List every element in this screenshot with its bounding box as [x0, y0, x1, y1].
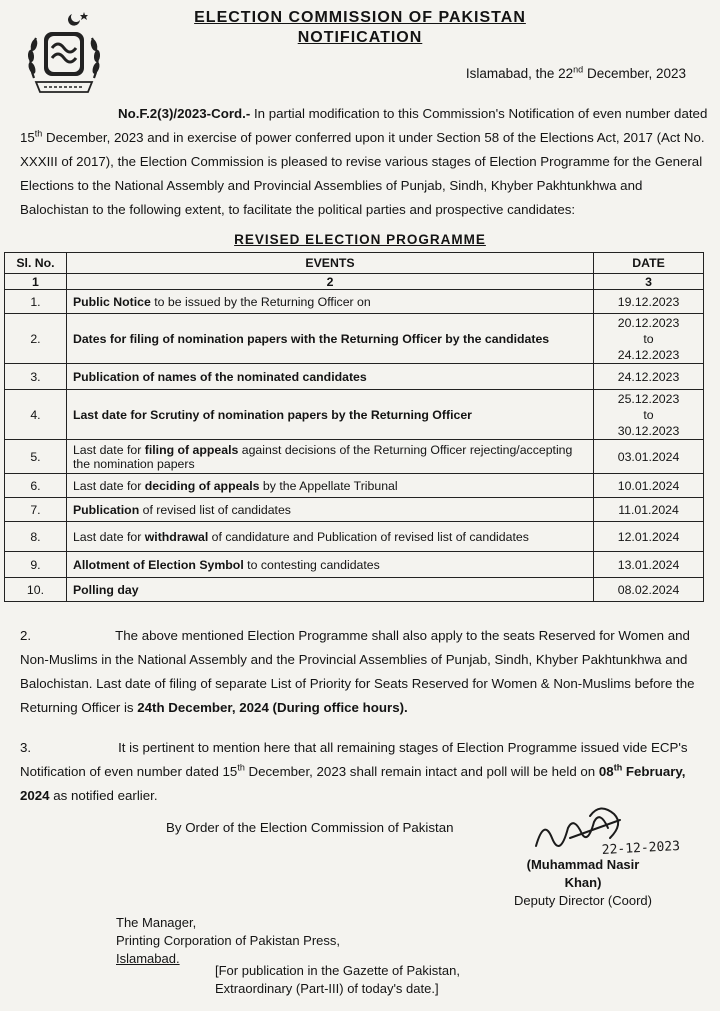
table-row [5, 290, 704, 314]
reference-number: No.F.2(3)/2023-Cord.- [118, 106, 251, 121]
table-row [5, 364, 704, 390]
table-row [5, 552, 704, 578]
row-date: 25.12.2023 to 30.12.2023 [594, 390, 704, 440]
paragraph-3: 3. It is pertinent to mention here that all remaining stages of Election Programme issued vide ECP's Notification of even number dated 15th December, 2023 shall remain intact and poll will be held on 08th February, 2024 as notified earlier. [20, 740, 688, 803]
row-serial: 6. [5, 474, 67, 498]
table-row [5, 522, 704, 552]
row-date: 10.01.2024 [594, 474, 704, 498]
document-title: ELECTION COMMISSION OF PAKISTAN [194, 9, 526, 26]
election-programme-table [4, 252, 704, 602]
paragraph-2: 2. The above mentioned Election Programme shall also apply to the seats Reserved for Women and Non-Muslims in the National Assembly and the Provincial Assemblies of Punjab, Sindh, Khyber Pakhtunkhwa and Balochistan. Last date of filing of separate List of Priority for Seats Reserved for Women & Non-Muslims before the Returning Officer is 24th December, 2024 (During office hours). [20, 628, 695, 715]
signer-title: Deputy Director (Coord) [514, 893, 652, 908]
table-number-row [5, 274, 704, 290]
row-serial: 8. [5, 522, 67, 552]
table-row [5, 578, 704, 602]
by-order-line: By Order of the Election Commission of Pakistan [166, 820, 454, 835]
row-event: Last date for deciding of appeals by the Appellate Tribunal [66, 474, 593, 498]
table-header-row [5, 253, 704, 274]
table-row [5, 498, 704, 522]
row-serial: 2. [5, 314, 67, 364]
signer-block [508, 856, 658, 910]
row-date: 20.12.2023 to 24.12.2023 [594, 314, 704, 364]
row-event: Publication of revised list of candidates [66, 498, 593, 522]
row-event: Allotment of Election Symbol to contesting candidates [66, 552, 593, 578]
row-serial: 1. [5, 290, 67, 314]
table-row [5, 474, 704, 498]
row-event: Polling day [66, 578, 593, 602]
column-number: 2 [66, 274, 593, 290]
row-event: Last date for Scrutiny of nomination papers by the Returning Officer [66, 390, 593, 440]
row-date: 13.01.2024 [594, 552, 704, 578]
gazette-note: [For publication in the Gazette of Pakistan, Extraordinary (Part-III) of today's date.] [215, 963, 460, 996]
column-number: 1 [5, 274, 67, 290]
table-row [5, 390, 704, 440]
row-serial: 10. [5, 578, 67, 602]
row-date: 12.01.2024 [594, 522, 704, 552]
row-event: Last date for filing of appeals against decisions of the Returning Officer rejecting/accepting the nomination papers [66, 440, 593, 474]
dateline: Islamabad, the 22nd December, 2023 [465, 64, 686, 81]
header-date: DATE [594, 253, 704, 274]
programme-title: REVISED ELECTION PROGRAMME [234, 232, 486, 247]
signature-date: 22-12-2023 [601, 838, 681, 858]
row-event: Publication of names of the nominated candidates [66, 364, 593, 390]
row-event: Last date for withdrawal of candidature and Publication of revised list of candidates [66, 522, 593, 552]
row-serial: 9. [5, 552, 67, 578]
row-date: 08.02.2024 [594, 578, 704, 602]
table-row [5, 314, 704, 364]
row-date: 24.12.2023 [594, 364, 704, 390]
table-row [5, 440, 704, 474]
row-event: Public Notice to be issued by the Returning Officer on [66, 290, 593, 314]
signer-name: (Muhammad Nasir Khan) [526, 857, 640, 890]
row-date: 11.01.2024 [594, 498, 704, 522]
row-date: 03.01.2024 [594, 440, 704, 474]
column-number: 3 [594, 274, 704, 290]
intro-paragraph: No.F.2(3)/2023-Cord.- In partial modification to this Commission's Notification of even number dated 15th December, 2023 and in exercise of power conferred upon it under Section 58 of the Elections Act, 2017 (Act No. XXXIII of 2017), the Election Commission is pleased to revise various stages of Election Programme for the General Elections to the National Assembly and Provincial Assemblies of Punjab, Sindh, Khyber Pakhtunkhwa and Balochistan to the following extent, to facilitate the political parties and prospective candidates: [20, 106, 708, 217]
row-event: Dates for filing of nomination papers with the Returning Officer by the candidates [66, 314, 593, 364]
notification-heading: NOTIFICATION [297, 29, 423, 46]
row-serial: 3. [5, 364, 67, 390]
recipient-address: The Manager, Printing Corporation of Pakistan Press, Islamabad. [116, 915, 340, 966]
row-serial: 7. [5, 498, 67, 522]
header-events: EVENTS [66, 253, 593, 274]
row-serial: 4. [5, 390, 67, 440]
row-serial: 5. [5, 440, 67, 474]
row-date: 19.12.2023 [594, 290, 704, 314]
header-sl-no: Sl. No. [5, 253, 67, 274]
